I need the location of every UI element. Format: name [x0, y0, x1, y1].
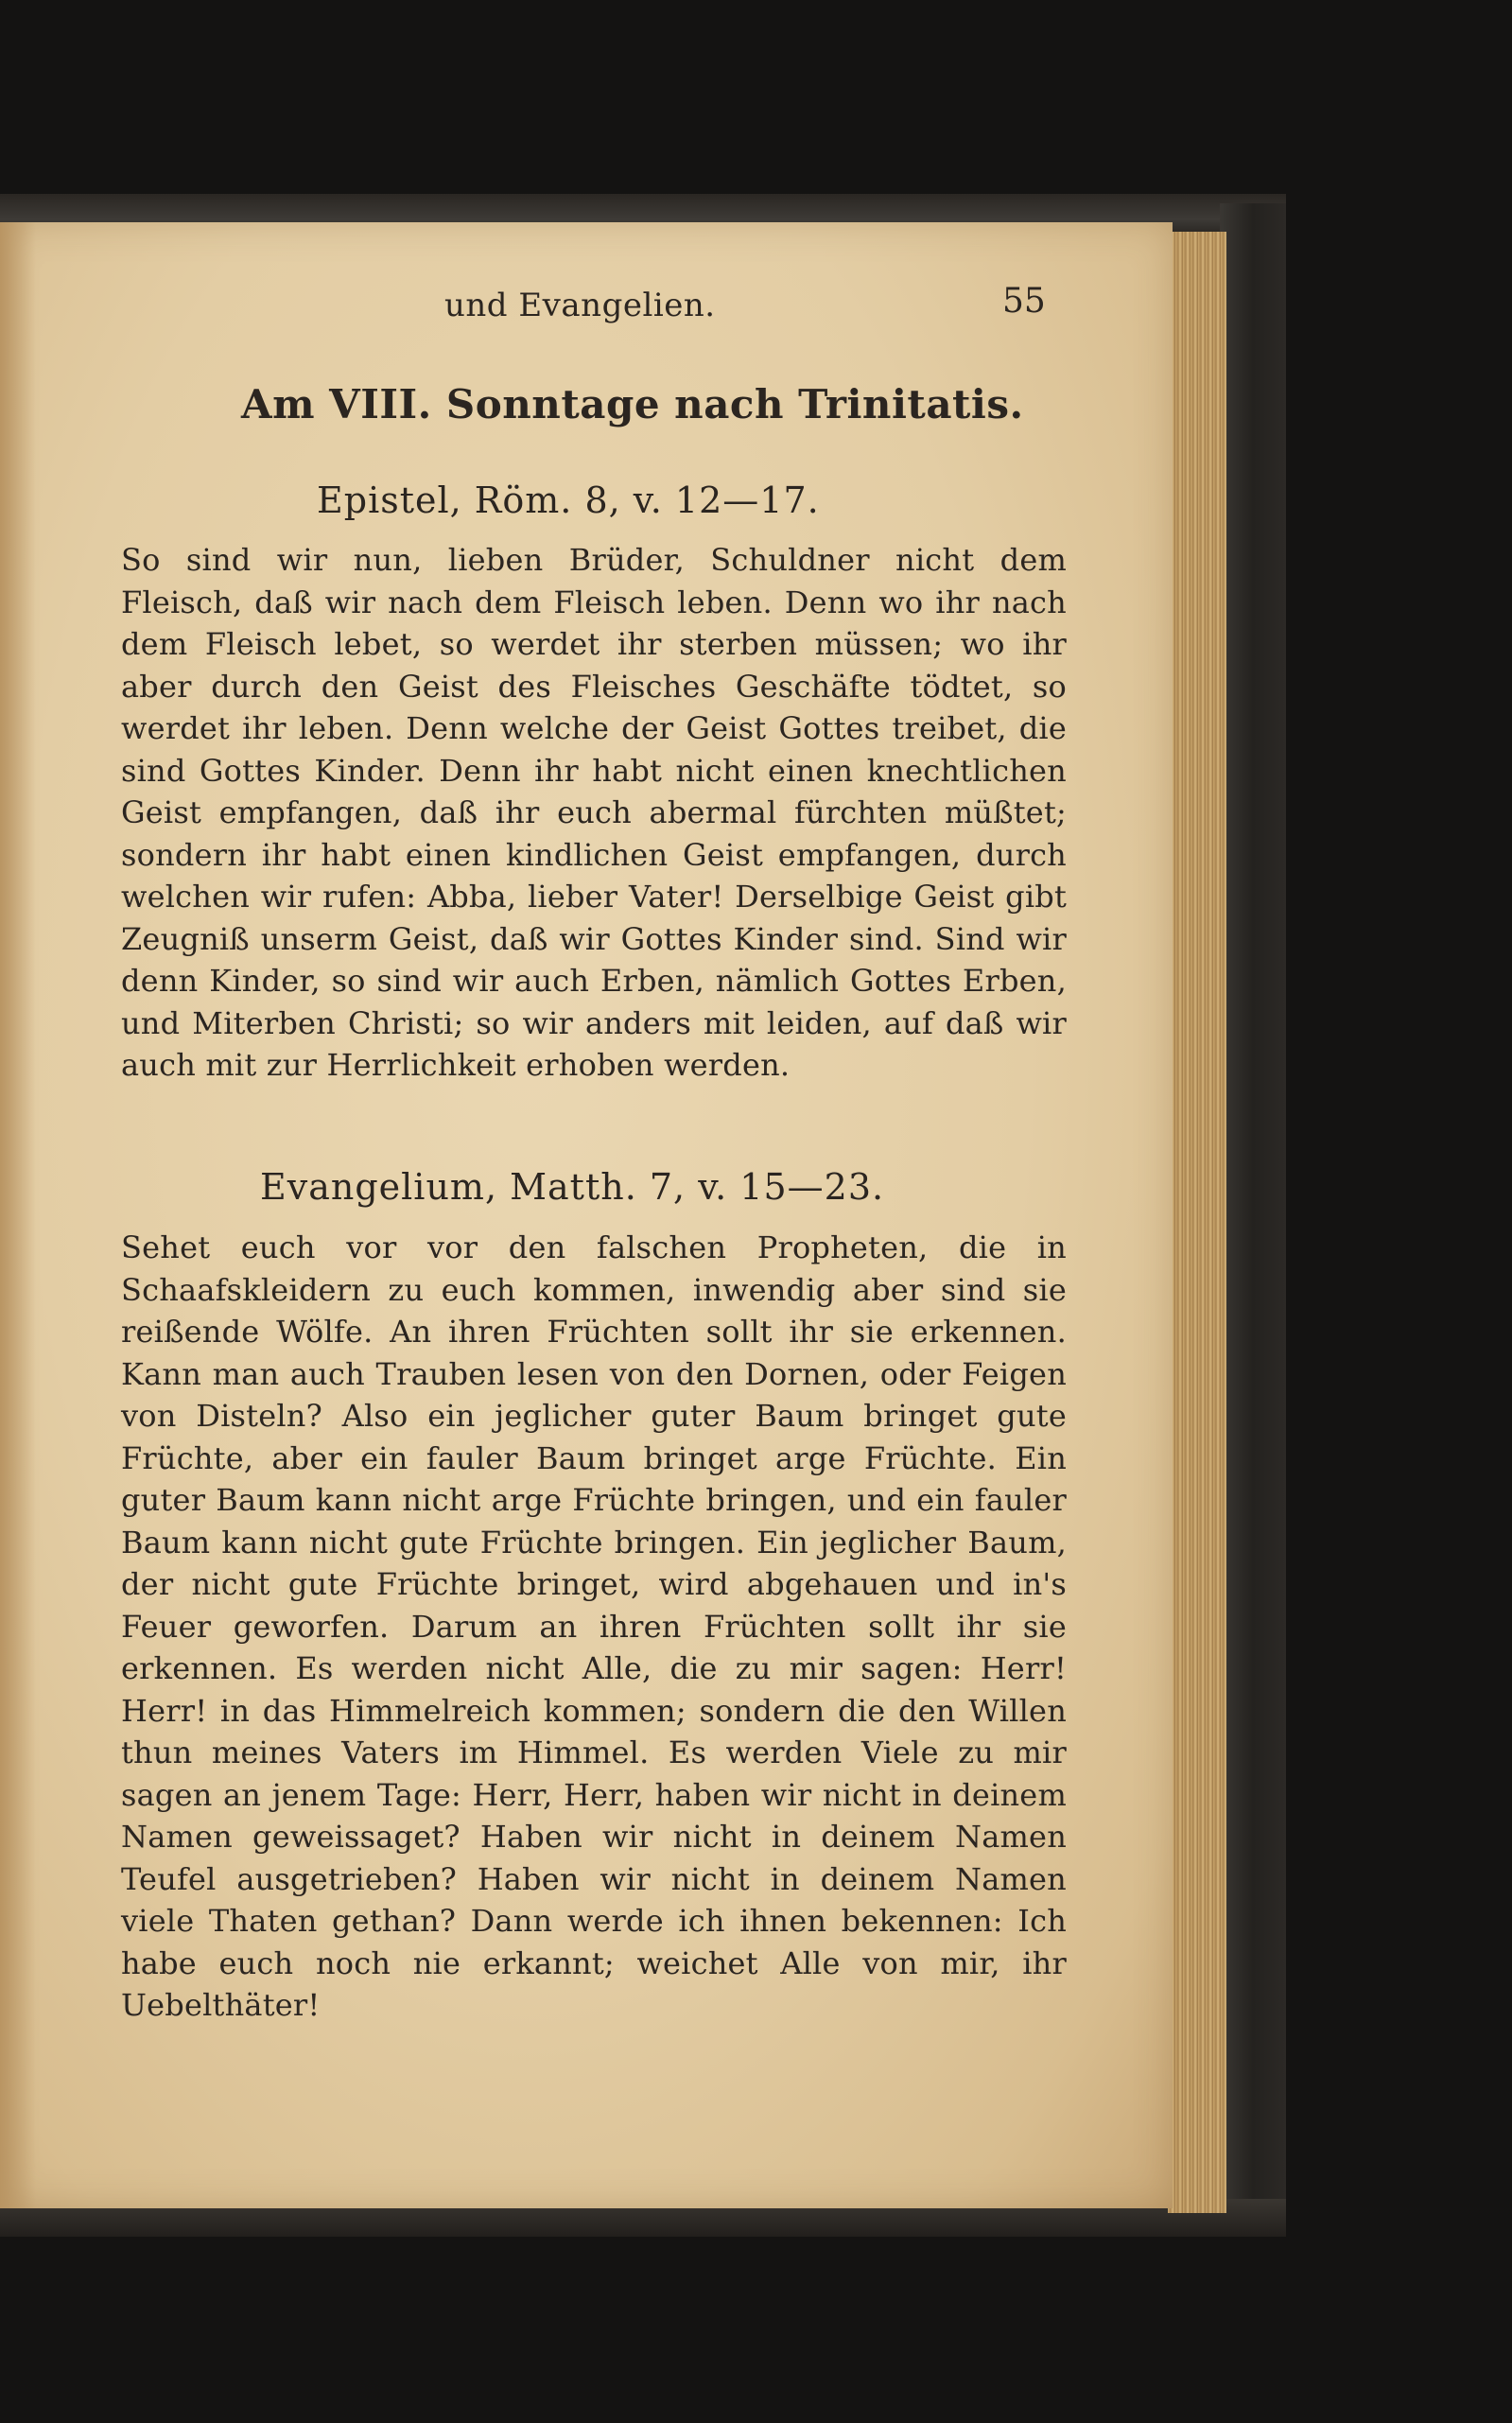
book-cover-spine	[1220, 203, 1286, 2237]
gospel-text: Sehet euch vor vor den falschen Propheten, die in Schaafskleidern zu euch kommen, inwendig aber sind sie reißende Wölfe. An ihren Früchten sollt ihr sie erkennen. Kann man auch Trauben lesen von den Dornen, oder Feigen von Disteln? Also ein jeglicher guter Baum bringet gute Früchte, aber ein fauler Baum bringet arge Früchte. Ein guter Baum kann nicht arge Früchte bringen, und ein fauler Baum kann nicht gute Früchte bringen. Ein jeglicher Baum, der nicht gute Früchte bringet, wird abgehauen und in's Feuer geworfen. Darum an ihren Früchten sollt ihr sie erkennen. Es werden nicht Alle, die zu mir sagen: Herr! Herr! in das Himmelreich kommen; sondern die den Willen thun meines Vaters im Himmel. Es werden Viele zu mir sagen an jenem Tage: Herr, Herr, haben wir nicht in deinem Namen geweissaget? Haben wir nicht in deinem Namen Teufel ausgetrieben? Haben wir nicht in deinem Namen viele Thaten gethan? Dann werde ich ihnen bekennen: Ich habe euch noch nie erkannt; weichet Alle von mir, ihr Uebelthäter!	[121, 1229, 1067, 2023]
epistle-text: So sind wir nun, lieben Brüder, Schuldner nicht dem Fleisch, daß wir nach dem Fleisch leben. Denn wo ihr nach dem Fleisch lebet, so werdet ihr sterben müssen; wo ihr aber durch den Geist des Fleisches Geschäfte tödtet, so werdet ihr leben. Denn welche der Geist Gottes treibet, die sind Gottes Kinder. Denn ihr habt nicht einen knechtlichen Geist empfangen, daß ihr euch abermal fürchten müßtet; sondern ihr habt einen kindlichen Geist empfangen, durch welchen wir rufen: Abba, lieber Vater! Derselbige Geist gibt Zeugniß unserm Geist, daß wir Gottes Kinder sind. Sind wir denn Kinder, so sind wir auch Erben, nämlich Gottes Erben, und Miterben Christi; so wir anders mit leiden, auf daß wir auch mit zur Herrlichkeit erhoben werden.	[121, 542, 1067, 1083]
gospel-heading: Evangelium, Matth. 7, v. 15—23.	[260, 1166, 885, 1208]
page-number: 55	[1002, 282, 1046, 321]
page-block-edge	[1168, 232, 1226, 2213]
book-page	[0, 222, 1173, 2208]
running-head: und Evangelien.	[444, 287, 716, 324]
section-title: Am VIII. Sonntage nach Trinitatis.	[241, 381, 1024, 427]
epistle-heading: Epistel, Röm. 8, v. 12—17.	[317, 479, 820, 521]
page-gutter-shadow	[0, 222, 36, 2208]
